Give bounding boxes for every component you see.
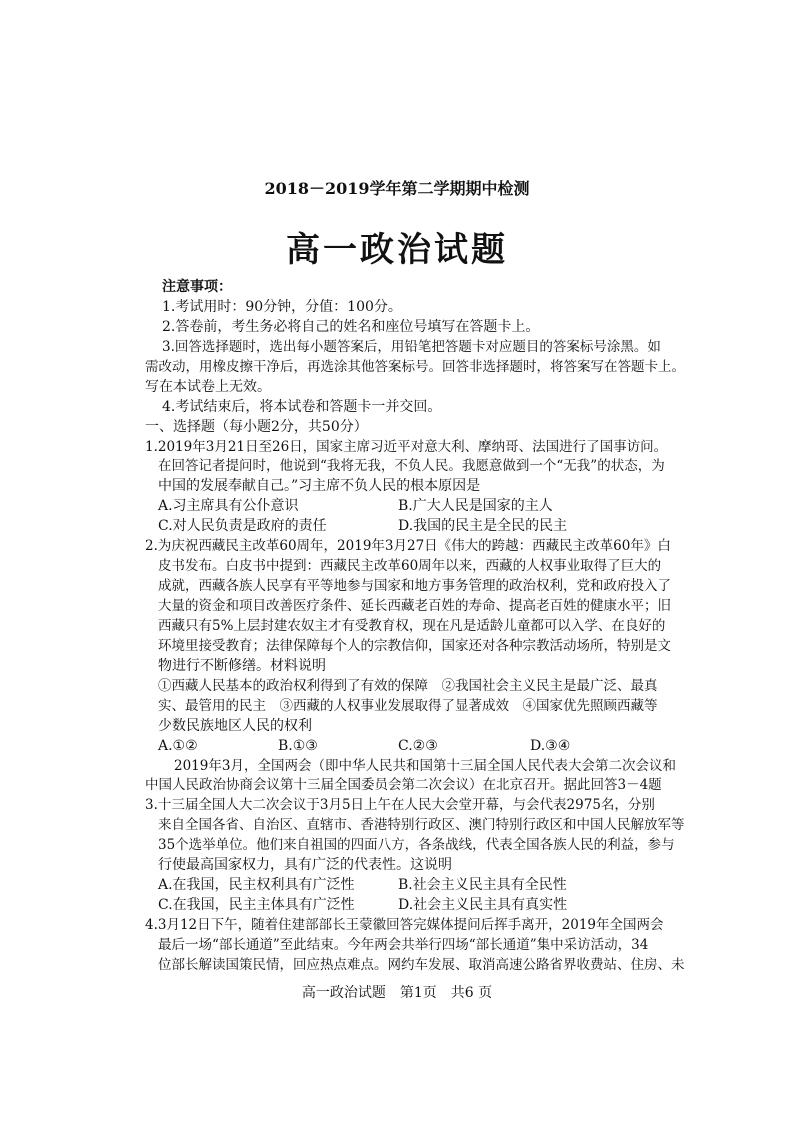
note-item: 需改动，用橡皮擦干净后，再选涂其他答案标号。回答非选择题时，将答案写在答题卡上。 — [145, 358, 685, 375]
question-2-option-d: D.③④ — [530, 737, 571, 754]
question-1-line: 在回答记者提问时，他说到“我将无我，不负人民。我愿意做到一个“无我”的状态，为 — [158, 458, 665, 475]
question-1-line: 中国的发展奉献自己。”习主席不负人民的根本原因是 — [158, 478, 481, 495]
question-1-option-c: C.对人民负责是政府的责任 — [158, 518, 327, 535]
section-heading: 一、选择题（每小题2分，共50分） — [145, 418, 368, 435]
question-3-line: 3.十三届全国人大二次会议于3月5日上午在人民大会堂开幕，与会代表2975名，分别 — [145, 797, 655, 814]
question-4-line: 位部长解读国策民情，回应热点难点。网约车发展、取消高速公路省界收费站、住房、未 — [158, 956, 685, 973]
question-4-line: 最后一场“部长通道”至此结束。今年两会共举行四场“部长通道”集中采访活动，34 — [158, 936, 649, 953]
note-item: 1.考试用时：90分钟，分值：100分。 — [162, 298, 402, 315]
question-1-line: 1.2019年3月21日至26日，国家主席习近平对意大利、摩纳哥、法国进行了国事访问。 — [145, 438, 668, 455]
question-2-line: 成就，西藏各族人民享有平等地参与国家和地方事务管理的政治权利，党和政府投入了 — [158, 578, 671, 594]
question-2-line: 实、最管用的民主 ③西藏的人权事业发展取得了显著成效 ④国家优先照顾西藏等 — [158, 697, 658, 714]
question-3-option-a: A.在我国，民主权利具有广泛性 — [158, 877, 355, 894]
question-4-line: 4.3月12日下午，随着住建部部长王蒙徽回答完媒体提问后挥手离开，2019年全国两会 — [145, 916, 664, 933]
exam-term-title: 2018－2019学年第二学期期中检测 — [264, 179, 530, 198]
question-2-option-c: C.②③ — [398, 737, 438, 754]
question-2-line: 西藏只有5%上层封建农奴主才有受教育权，现在凡是适龄儿童都可以入学、在良好的 — [158, 617, 666, 634]
page-footer: 高一政治试题 第1页 共6 页 — [301, 984, 493, 1001]
question-3-option-b: B.社会主义民主具有全民性 — [398, 877, 567, 894]
note-item: 3.回答选择题时，选出每小题答案后，用铅笔把答题卡对应题目的答案标号涂黑。如 — [162, 338, 661, 355]
passage-intro-line: 中国人民政治协商会议第十三届全国委员会第二次会议）在北京召开。据此回答3－4题 — [145, 777, 662, 794]
question-2-option-a: A.①② — [158, 737, 198, 754]
question-2-line: 少数民族地区人民的权利 — [158, 717, 312, 734]
question-2-option-b: B.①③ — [278, 737, 318, 754]
passage-intro-line: 2019年3月，全国两会（即中华人民共和国第十三届全国人民代表大会第二次会议和 — [174, 757, 676, 774]
question-1-option-a: A.习主席具有公仆意识 — [158, 498, 299, 515]
question-3-option-c: C.在我国，民主主体具有广泛性 — [158, 897, 355, 913]
question-3-line: 行使最高国家权力，具有广泛的代表性。这说明 — [158, 857, 452, 874]
question-2-line: 2.为庆祝西藏民主改革60周年，2019年3月27日《伟大的跨越：西藏民主改革60年》白 — [145, 538, 671, 555]
question-2-line: 物进行不断修缮。材料说明 — [158, 657, 326, 674]
question-3-line: 来自全国各省、自治区、直辖市、香港特别行政区、澳门特别行政区和中国人民解放军等 — [158, 817, 685, 834]
note-item: 2.答卷前，考生务必将自己的姓名和座位号填写在答题卡上。 — [162, 318, 540, 335]
question-1-option-d: D.我国的民主是全民的民主 — [398, 518, 568, 535]
question-2-line: 大量的资金和项目改善医疗条件、延长西藏老百姓的寿命、提高老百姓的健康水平；旧 — [158, 598, 671, 614]
note-item: 写在本试卷上无效。 — [145, 378, 271, 395]
question-2-line: 环境里接受教育；法律保障每个人的宗教信仰，国家还对各种宗教活动场所，特别是文 — [158, 637, 671, 654]
notes-heading: 注意事项： — [162, 279, 232, 295]
question-3-option-d: D.社会主义民主具有真实性 — [398, 897, 568, 913]
question-2-line: 皮书发布。白皮书中提到：西藏民主改革60周年以来，西藏的人权事业取得了巨大的 — [158, 558, 662, 575]
exam-subject-title: 高一政治试题 — [286, 230, 508, 270]
question-3-line: 35个选举单位。他们来自祖国的四面八方，各条战线，代表全国各族人民的利益，参与 — [158, 837, 675, 854]
question-1-option-b: B.广大人民是国家的主人 — [398, 498, 553, 515]
note-item: 4.考试结束后，将本试卷和答题卡一并交回。 — [162, 398, 442, 415]
question-2-line: ①西藏人民基本的政治权利得到了有效的保障 ②我国社会主义民主是最广泛、最真 — [158, 677, 658, 694]
